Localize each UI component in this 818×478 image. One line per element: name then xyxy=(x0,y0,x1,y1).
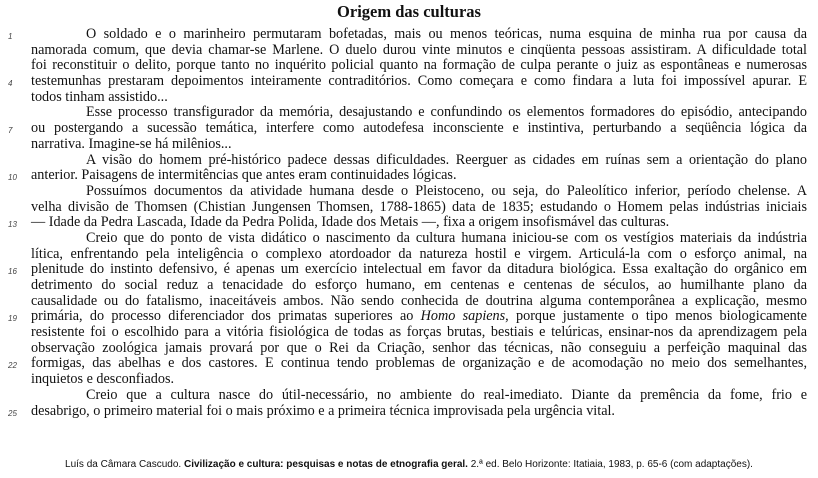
text-line xyxy=(0,388,818,404)
line-text: O soldado e o marinheiro permutaram bofetadas, mais ou menos teóricas, numa esquina de minha rua por causa da xyxy=(86,26,807,42)
line-text: Creio que do ponto de vista didático o nascimento da cultura humana iniciou-se com os vestígios materiais da indústria xyxy=(86,229,807,246)
text-line xyxy=(0,105,818,121)
line-text: namorada comum, que devia chamar-se Marlene. O duelo durou vinte minutos e cinqüenta pessoas assistiram. A dificuldade total xyxy=(31,41,807,58)
text-line xyxy=(0,215,818,231)
citation xyxy=(0,459,818,470)
line-text: desabrigo, o primeiro material foi o mais próximo e a primeira técnica improvisada pela urgência vital. xyxy=(31,402,615,419)
text-line xyxy=(0,43,818,59)
text-line xyxy=(0,184,818,200)
line-number: 25 xyxy=(8,408,17,418)
line-text: anterior. Paisagens de intermitências que antes eram continuidades lógicas. xyxy=(31,167,457,184)
italic-term: Homo sapiens xyxy=(420,308,506,325)
line-text: Possuímos documentos da atividade humana desde o Pleistoceno, ou seja, do Paleolítico inferior, período chelense. A xyxy=(86,182,807,199)
text-line xyxy=(0,309,818,325)
line-number: 4 xyxy=(8,79,13,89)
text-line xyxy=(0,200,818,216)
line-text: A visão do homem pré-histórico padece dessas dificuldades. Reerguer as cidades em ruínas sem a orientação do plano xyxy=(86,151,807,168)
text-line xyxy=(0,90,818,106)
line-text: — Idade da Pedra Lascada, Idade da Pedra Polida, Idade dos Metais —, fixa a origem insofismável das culturas. xyxy=(31,214,670,231)
text-line xyxy=(0,341,818,357)
text-line xyxy=(0,168,818,184)
text-line xyxy=(0,404,818,420)
line-number: 19 xyxy=(8,314,17,324)
text-line xyxy=(0,74,818,90)
text-line xyxy=(0,294,818,310)
line-text: narrativa. Imagine-se há milênios... xyxy=(31,135,232,152)
line-text-segment: , porque justamente o tipo menos biologicamente xyxy=(505,308,807,325)
line-text: foi reconstituir o delito, porque tanto no inquérito policial quanto na formação de culpa perante o juiz as espontâneas e numerosas xyxy=(31,57,807,74)
line-text: resistente foi o escolhido para a vitória fisiológica de todas as forças brutas, bestiais e telúricas, ensinar-nos da aprendizagem pela xyxy=(31,324,807,341)
citation-work: Civilização e cultura: pesquisas e notas de etnografia geral. xyxy=(183,459,468,470)
line-text-segment: primária, do processo diferenciador dos primatas superiores ao xyxy=(31,308,421,325)
line-text: ou postergando a sucessão temática, interfere como autodefesa inconsciente e instintiva, perturbando a seqüência lógica da xyxy=(31,120,807,137)
line-text: lítica, enfrentando pela inteligência o complexo atordoador da natureza hostil e virgem. Articulá-la com o esforço animal, na xyxy=(31,245,807,262)
line-text: observação zoológica jamais provará por que o Rei da Criação, senhor das técnicas, não conseguiu a perfeição maquinal das xyxy=(31,339,807,356)
line-text: plenitude do instinto defensivo, é apenas um exercício intelectual em favor da ditadura biológica. Essa exaltação do orgânico em xyxy=(31,261,807,278)
line-number: 13 xyxy=(8,220,17,230)
text-line xyxy=(0,231,818,247)
text-line xyxy=(0,27,818,43)
text-line xyxy=(0,247,818,263)
line-text: causalidade ou do fatalismo, inaceitáveis ambos. Não sendo conhecida de doutrina alguma contemporânea a explicação, mesmo xyxy=(31,292,807,309)
line-number: 22 xyxy=(8,361,17,371)
line-text: inquietos e desconfiados. xyxy=(31,371,175,388)
line-number: 1 xyxy=(8,32,13,41)
line-number: 16 xyxy=(8,267,17,277)
line-text: Esse processo transfigurador da memória, desajustando e confundindo os elementos formadores do episódio, antecipando xyxy=(86,104,807,121)
text-line xyxy=(0,278,818,294)
line-text: testemunhas prestaram depoimentos inteiramente contraditórios. Como começara e como findara a luta foi impossível apurar. E xyxy=(31,73,807,90)
line-text: todos tinham assistido... xyxy=(31,88,168,105)
citation-author: Luís da Câmara Cascudo. xyxy=(65,459,184,470)
text-line xyxy=(0,58,818,74)
text-line xyxy=(0,137,818,153)
document-title: Origem das culturas xyxy=(337,2,481,21)
line-number: 10 xyxy=(8,173,17,183)
text-line xyxy=(0,262,818,278)
text-line xyxy=(0,356,818,372)
passage-body xyxy=(0,27,818,419)
text-line xyxy=(0,121,818,137)
line-text: formigas, das abelhas e dos castores. E continua tendo problemas de organização e de acomodação no meio dos semelhantes, xyxy=(31,355,807,372)
line-number: 7 xyxy=(8,126,13,136)
line-text: velha divisão de Thomsen (Chistian Jungensen Thomsen, 1788-1865) data de 1835; estudando o Homem pelas indústrias iniciais xyxy=(31,198,807,215)
text-line xyxy=(0,325,818,341)
line-text: Creio que a cultura nasce do útil-necessário, no ambiente do real-imediato. Diante da premência da fome, frio e xyxy=(86,386,807,403)
text-line xyxy=(0,372,818,388)
citation-details: 2.ª ed. Belo Horizonte: Itatiaia, 1983, p. 65-6 (com adaptações). xyxy=(467,459,753,470)
line-text: detrimento do social reduz a tenacidade do esforço humano, em centenas e centenas de séculos, ao humilhante plano da xyxy=(31,277,807,293)
text-line xyxy=(0,153,818,169)
line-text xyxy=(31,309,807,325)
